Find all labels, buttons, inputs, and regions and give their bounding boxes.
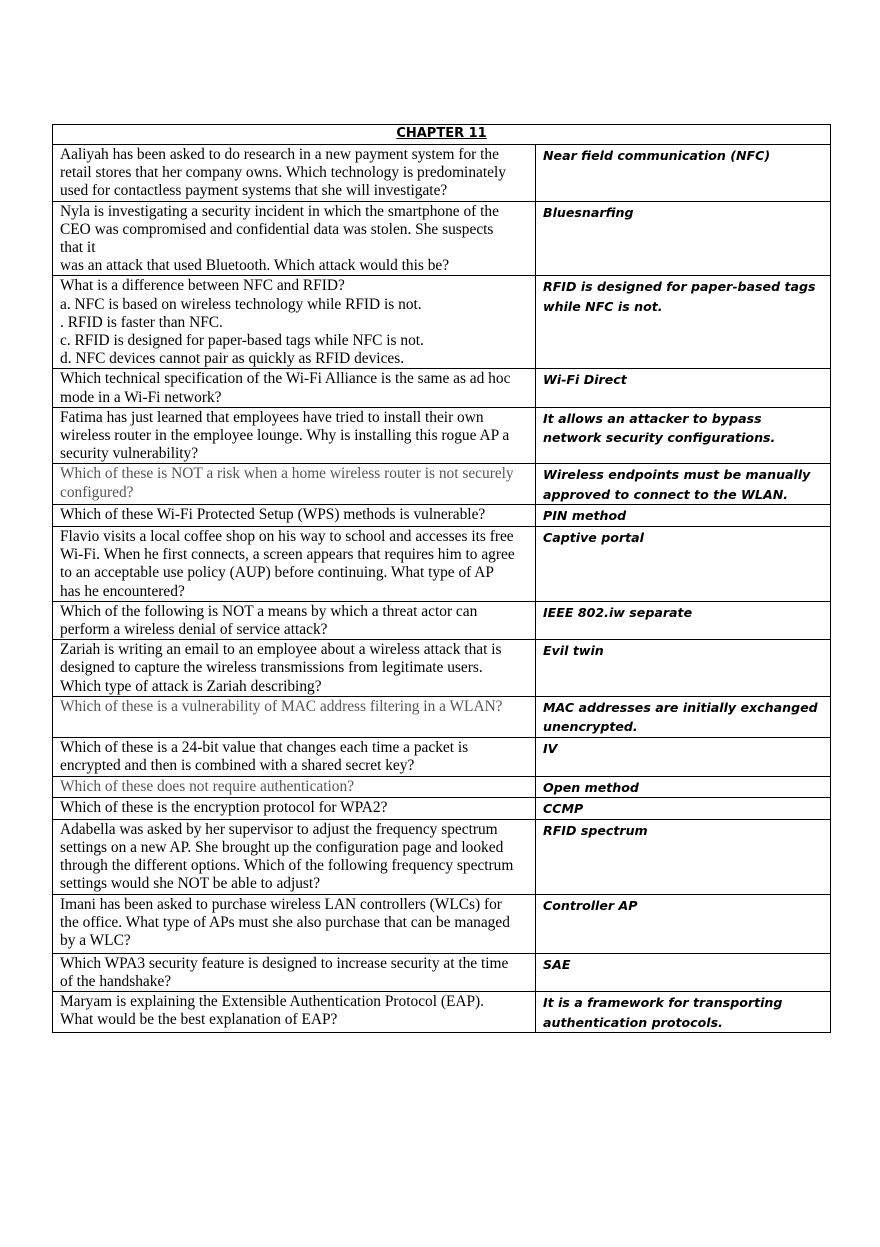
qa-row — [53, 894, 831, 953]
answer-cell: MAC addresses are initially exchanged unencrypted. — [536, 696, 831, 737]
question-cell: Which of these is the encryption protocol for WPA2? — [53, 798, 536, 820]
answer-cell: Wi-Fi Direct — [536, 369, 831, 407]
question-cell: Which of these is a 24-bit value that changes each time a packet is encrypted and then is combined with a shared secret key? — [53, 737, 536, 776]
question-cell: Which of these does not require authentication? — [53, 776, 536, 798]
chapter-title: CHAPTER 11 — [53, 125, 831, 145]
qa-row — [53, 640, 831, 697]
qa-row — [53, 201, 831, 276]
qa-row — [53, 369, 831, 407]
answer-cell: Wireless endpoints must be manually approved to connect to the WLAN. — [536, 464, 831, 505]
qa-table — [52, 124, 831, 1033]
question-cell: Which of the following is NOT a means by which a threat actor can perform a wireless denial of service attack? — [53, 601, 536, 639]
question-cell: Maryam is explaining the Extensible Authentication Protocol (EAP). What would be the best explanation of EAP? — [53, 992, 536, 1033]
question-cell: Zariah is writing an email to an employee about a wireless attack that is designed to capture the wireless transmissions from legitimate users. Which type of attack is Zariah describing? — [53, 640, 536, 697]
qa-row — [53, 953, 831, 991]
answer-cell: It is a framework for transporting authentication protocols. — [536, 992, 831, 1033]
qa-row — [53, 407, 831, 464]
question-cell: Which of these Wi-Fi Protected Setup (WPS) methods is vulnerable? — [53, 505, 536, 527]
qa-row — [53, 819, 831, 894]
qa-row — [53, 798, 831, 820]
qa-row — [53, 737, 831, 776]
answer-cell: CCMP — [536, 798, 831, 820]
question-cell: Imani has been asked to purchase wireless LAN controllers (WLCs) for the office. What type of APs must she also purchase that can be managed by a WLC? — [53, 894, 536, 953]
question-cell: Flavio visits a local coffee shop on his way to school and accesses its free Wi-Fi. When he first connects, a screen appears that requires him to agree to an acceptable use policy (AUP) before continuing. What type of AP has he encountered? — [53, 526, 536, 601]
answer-cell: RFID is designed for paper-based tags while NFC is not. — [536, 276, 831, 369]
answer-cell: IEEE 802.iw separate — [536, 601, 831, 639]
answer-cell: RFID spectrum — [536, 819, 831, 894]
answer-cell: Bluesnarfing — [536, 201, 831, 276]
question-cell: Which of these is NOT a risk when a home wireless router is not securely configured? — [53, 464, 536, 505]
qa-row — [53, 601, 831, 639]
question-cell: Nyla is investigating a security incident in which the smartphone of the CEO was compromised and confidential data was stolen. She suspects that it was an attack that used Bluetooth. Which attack would this be? — [53, 201, 536, 276]
answer-cell: Controller AP — [536, 894, 831, 953]
question-cell: What is a difference between NFC and RFID? a. NFC is based on wireless technology while RFID is not. . RFID is faster than NFC. c. RFID is designed for paper-based tags while NFC is not. d. NFC devices cannot pair as quickly as RFID devices. — [53, 276, 536, 369]
answer-cell: SAE — [536, 953, 831, 991]
qa-row — [53, 464, 831, 505]
question-cell: Fatima has just learned that employees have tried to install their own wireless router in the employee lounge. Why is installing this rogue AP a security vulnerability? — [53, 407, 536, 464]
answer-cell: It allows an attacker to bypass network security configurations. — [536, 407, 831, 464]
question-cell: Which WPA3 security feature is designed to increase security at the time of the handshake? — [53, 953, 536, 991]
question-cell: Adabella was asked by her supervisor to adjust the frequency spectrum settings on a new AP. She brought up the configuration page and looked through the different options. Which of the following frequency spectrum settings would she NOT be able to adjust? — [53, 819, 536, 894]
answer-cell: PIN method — [536, 505, 831, 527]
qa-row — [53, 145, 831, 202]
title-row — [53, 125, 831, 145]
qa-row — [53, 526, 831, 601]
question-cell: Aaliyah has been asked to do research in a new payment system for the retail stores that her company owns. Which technology is predominately used for contactless payment systems that she will investigate? — [53, 145, 536, 202]
qa-row — [53, 696, 831, 737]
answer-cell: Captive portal — [536, 526, 831, 601]
qa-row — [53, 992, 831, 1033]
question-cell: Which technical specification of the Wi-Fi Alliance is the same as ad hoc mode in a Wi-Fi network? — [53, 369, 536, 407]
qa-row — [53, 505, 831, 527]
answer-cell: Near field communication (NFC) — [536, 145, 831, 202]
question-cell: Which of these is a vulnerability of MAC address filtering in a WLAN? — [53, 696, 536, 737]
qa-body — [53, 145, 831, 1033]
qa-row — [53, 276, 831, 369]
qa-row — [53, 776, 831, 798]
answer-cell: Open method — [536, 776, 831, 798]
answer-cell: IV — [536, 737, 831, 776]
answer-cell: Evil twin — [536, 640, 831, 697]
